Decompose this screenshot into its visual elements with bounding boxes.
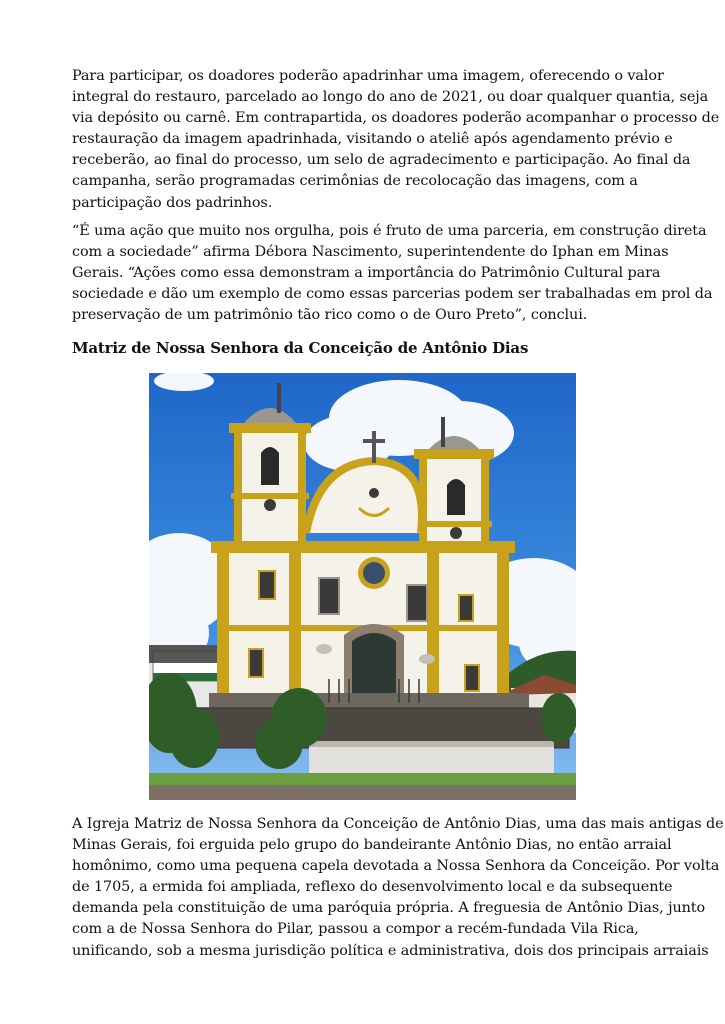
paragraph-line: campanha, serão programadas cerimônias de recolocação das imagens, com a	[72, 173, 638, 190]
paragraph-line: Minas Gerais, foi erguida pelo grupo do bandeirante Antônio Dias, no então arraial	[72, 837, 672, 854]
paragraph-line: Gerais. “Ações como essa demonstram a importância do Patrimônio Cultural para	[72, 265, 661, 282]
paragraph-line: “É uma ação que muito nos orgulha, pois é fruto de uma parceria, em construção direta	[72, 223, 707, 239]
paragraph-line: A Igreja Matriz de Nossa Senhora da Conceição de Antônio Dias, uma das mais antigas de	[72, 816, 724, 832]
paragraph-line: participação dos padrinhos.	[72, 194, 273, 211]
paragraph-sponsorship	[72, 66, 720, 214]
paragraph-church-history	[72, 814, 724, 962]
paragraph-line: de 1705, a ermida foi ampliada, reflexo do desenvolvimento local e da subsequente	[72, 879, 673, 896]
paragraph-line: receberão, ao final do processo, um selo de agradecimento e participação. Ao final da	[72, 152, 691, 169]
paragraph-line: restauração da imagem apadrinhada, visitando o ateliê após agendamento prévio e	[72, 131, 673, 148]
church-photo	[149, 373, 576, 800]
paragraph-line: Para participar, os doadores poderão apadrinhar uma imagem, oferecendo o valor	[72, 68, 664, 84]
paragraph-line: com a sociedade” afirma Débora Nascimento, superintendente do Iphan em Minas	[72, 244, 669, 261]
section-heading: Matriz de Nossa Senhora da Conceição de Antônio Dias	[72, 339, 529, 357]
paragraph-line: demanda pela constituição de uma paróquia própria. A freguesia de Antônio Dias, junto	[72, 900, 706, 917]
paragraph-line: sociedade e dão um exemplo de como essas parcerias podem ser trabalhadas em prol da	[72, 286, 713, 303]
paragraph-quote	[72, 221, 713, 326]
paragraph-line: via depósito ou carnê. Em contrapartida, os doadores poderão acompanhar o processo de	[72, 110, 720, 127]
paragraph-line: homônimo, como uma pequena capela devotada a Nossa Senhora da Conceição. Por volta	[72, 858, 720, 875]
paragraph-line: unificando, sob a mesma jurisdição política e administrativa, dois dos principais arraiais	[72, 942, 709, 959]
paragraph-line: com a de Nossa Senhora do Pilar, passou a compor a recém-fundada Vila Rica,	[72, 921, 639, 938]
paragraph-line: integral do restauro, parcelado ao longo do ano de 2021, ou doar qualquer quantia, seja	[72, 89, 709, 106]
paragraph-line: preservação de um patrimônio tão rico como o de Ouro Preto”, conclui.	[72, 307, 588, 324]
